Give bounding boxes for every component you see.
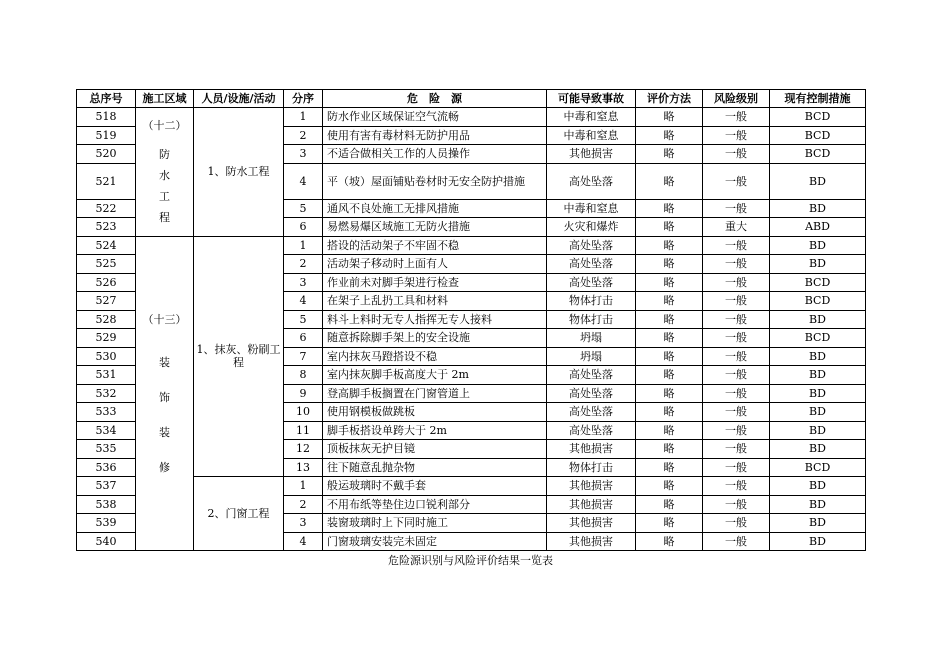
serial-no-cell: 523 bbox=[77, 218, 136, 237]
table-row bbox=[77, 477, 866, 496]
sub-seq-cell: 9 bbox=[284, 384, 323, 403]
sub-seq-cell: 7 bbox=[284, 347, 323, 366]
sub-seq-cell: 1 bbox=[284, 108, 323, 127]
serial-no-cell: 529 bbox=[77, 329, 136, 348]
control-cell: BD bbox=[770, 514, 866, 533]
control-cell: BD bbox=[770, 440, 866, 459]
sub-seq-cell: 11 bbox=[284, 421, 323, 440]
risk-level-cell: 一般 bbox=[703, 273, 770, 292]
sub-seq-cell: 5 bbox=[284, 310, 323, 329]
serial-no-cell: 538 bbox=[77, 495, 136, 514]
serial-no-cell: 531 bbox=[77, 366, 136, 385]
hazard-cell: 料斗上料时无专人指挥无专人接料 bbox=[323, 310, 547, 329]
hazard-cell: 防水作业区域保证空气流畅 bbox=[323, 108, 547, 127]
control-cell: BD bbox=[770, 421, 866, 440]
hazard-cell: 在架子上乱扔工具和材料 bbox=[323, 292, 547, 311]
serial-no-cell: 537 bbox=[77, 477, 136, 496]
accident-cell: 高处坠落 bbox=[547, 273, 636, 292]
serial-no-cell: 522 bbox=[77, 199, 136, 218]
sub-seq-cell: 3 bbox=[284, 145, 323, 164]
sub-seq-cell: 2 bbox=[284, 255, 323, 274]
area-name-char: 工 bbox=[159, 190, 170, 204]
control-cell: BD bbox=[770, 532, 866, 551]
serial-no-cell: 539 bbox=[77, 514, 136, 533]
sub-seq-cell: 4 bbox=[284, 163, 323, 199]
activity-cell: 1、防水工程 bbox=[194, 108, 284, 237]
serial-no-cell: 527 bbox=[77, 292, 136, 311]
area-name-char: 修 bbox=[159, 460, 170, 474]
sub-seq-cell: 5 bbox=[284, 199, 323, 218]
hazard-cell: 往下随意乱抛杂物 bbox=[323, 458, 547, 477]
method-cell: 略 bbox=[636, 514, 703, 533]
accident-cell: 高处坠落 bbox=[547, 366, 636, 385]
accident-cell: 中毒和窒息 bbox=[547, 199, 636, 218]
serial-no-cell: 534 bbox=[77, 421, 136, 440]
risk-level-cell: 一般 bbox=[703, 458, 770, 477]
hazard-cell: 门窗玻璃安装完未固定 bbox=[323, 532, 547, 551]
risk-level-cell: 重大 bbox=[703, 218, 770, 237]
method-cell: 略 bbox=[636, 310, 703, 329]
hazard-cell: 搭设的活动架子不牢固不稳 bbox=[323, 236, 547, 255]
method-cell: 略 bbox=[636, 255, 703, 274]
area-name-char: 程 bbox=[159, 211, 170, 225]
control-cell: ABD bbox=[770, 218, 866, 237]
control-cell: BCD bbox=[770, 329, 866, 348]
risk-level-cell: 一般 bbox=[703, 347, 770, 366]
risk-level-cell: 一般 bbox=[703, 255, 770, 274]
hazard-cell: 不用布纸等垫住边口锐利部分 bbox=[323, 495, 547, 514]
method-cell: 略 bbox=[636, 403, 703, 422]
risk-level-cell: 一般 bbox=[703, 532, 770, 551]
serial-no-cell: 521 bbox=[77, 163, 136, 199]
risk-level-cell: 一般 bbox=[703, 126, 770, 145]
sub-seq-cell: 2 bbox=[284, 126, 323, 145]
sub-seq-cell: 3 bbox=[284, 514, 323, 533]
accident-cell: 坍塌 bbox=[547, 347, 636, 366]
sub-seq-cell: 12 bbox=[284, 440, 323, 459]
hazard-cell: 使用有害有毒材料无防护用品 bbox=[323, 126, 547, 145]
control-cell: BD bbox=[770, 236, 866, 255]
risk-level-cell: 一般 bbox=[703, 514, 770, 533]
accident-cell: 物体打击 bbox=[547, 292, 636, 311]
risk-level-cell: 一般 bbox=[703, 329, 770, 348]
accident-cell: 高处坠落 bbox=[547, 163, 636, 199]
area-name-char: 装 bbox=[159, 425, 170, 439]
sub-seq-cell: 4 bbox=[284, 292, 323, 311]
serial-no-cell: 540 bbox=[77, 532, 136, 551]
hazard-table-container bbox=[76, 89, 865, 551]
header-cell: 人员/设施/活动 bbox=[194, 90, 284, 108]
header-cell: 施工区域 bbox=[136, 90, 194, 108]
control-cell: BCD bbox=[770, 292, 866, 311]
accident-cell: 其他损害 bbox=[547, 495, 636, 514]
serial-no-cell: 524 bbox=[77, 236, 136, 255]
risk-level-cell: 一般 bbox=[703, 403, 770, 422]
control-cell: BD bbox=[770, 163, 866, 199]
risk-level-cell: 一般 bbox=[703, 366, 770, 385]
control-cell: BD bbox=[770, 199, 866, 218]
sub-seq-cell: 13 bbox=[284, 458, 323, 477]
hazard-cell: 平（坡）屋面铺贴卷材时无安全防护措施 bbox=[323, 163, 547, 199]
serial-no-cell: 530 bbox=[77, 347, 136, 366]
construction-area-cell bbox=[136, 236, 194, 551]
accident-cell: 高处坠落 bbox=[547, 403, 636, 422]
header-cell: 风险级别 bbox=[703, 90, 770, 108]
hazard-cell: 般运玻璃时不戴手套 bbox=[323, 477, 547, 496]
table-row bbox=[77, 236, 866, 255]
risk-level-cell: 一般 bbox=[703, 292, 770, 311]
accident-cell: 物体打击 bbox=[547, 458, 636, 477]
method-cell: 略 bbox=[636, 329, 703, 348]
control-cell: BCD bbox=[770, 126, 866, 145]
sub-seq-cell: 6 bbox=[284, 218, 323, 237]
accident-cell: 高处坠落 bbox=[547, 236, 636, 255]
area-name-char: 水 bbox=[159, 169, 170, 183]
sub-seq-cell: 4 bbox=[284, 532, 323, 551]
serial-no-cell: 526 bbox=[77, 273, 136, 292]
method-cell: 略 bbox=[636, 273, 703, 292]
accident-cell: 其他损害 bbox=[547, 532, 636, 551]
serial-no-cell: 520 bbox=[77, 145, 136, 164]
serial-no-cell: 535 bbox=[77, 440, 136, 459]
control-cell: BD bbox=[770, 477, 866, 496]
hazard-table bbox=[76, 89, 866, 551]
accident-cell: 其他损害 bbox=[547, 145, 636, 164]
risk-level-cell: 一般 bbox=[703, 236, 770, 255]
risk-level-cell: 一般 bbox=[703, 310, 770, 329]
area-number: （十三） bbox=[142, 312, 187, 326]
method-cell: 略 bbox=[636, 199, 703, 218]
method-cell: 略 bbox=[636, 477, 703, 496]
method-cell: 略 bbox=[636, 384, 703, 403]
risk-level-cell: 一般 bbox=[703, 421, 770, 440]
table-body bbox=[77, 108, 866, 551]
hazard-cell: 易燃易爆区域施工无防火措施 bbox=[323, 218, 547, 237]
accident-cell: 物体打击 bbox=[547, 310, 636, 329]
serial-no-cell: 533 bbox=[77, 403, 136, 422]
risk-level-cell: 一般 bbox=[703, 477, 770, 496]
control-cell: BD bbox=[770, 347, 866, 366]
table-header-row bbox=[77, 90, 866, 108]
sub-seq-cell: 8 bbox=[284, 366, 323, 385]
risk-level-cell: 一般 bbox=[703, 384, 770, 403]
hazard-cell: 登高脚手板搁置在门窗管道上 bbox=[323, 384, 547, 403]
risk-level-cell: 一般 bbox=[703, 145, 770, 164]
area-name-char: 装 bbox=[159, 355, 170, 369]
sub-seq-cell: 6 bbox=[284, 329, 323, 348]
method-cell: 略 bbox=[636, 532, 703, 551]
hazard-cell: 作业前未对脚手架进行检查 bbox=[323, 273, 547, 292]
method-cell: 略 bbox=[636, 292, 703, 311]
header-cell: 现有控制措施 bbox=[770, 90, 866, 108]
method-cell: 略 bbox=[636, 126, 703, 145]
header-cell: 总序号 bbox=[77, 90, 136, 108]
area-number: （十二） bbox=[142, 119, 187, 133]
accident-cell: 高处坠落 bbox=[547, 255, 636, 274]
control-cell: BD bbox=[770, 366, 866, 385]
accident-cell: 中毒和窒息 bbox=[547, 126, 636, 145]
accident-cell: 其他损害 bbox=[547, 440, 636, 459]
control-cell: BD bbox=[770, 384, 866, 403]
table-caption: 危险源识别与风险评价结果一览表 bbox=[388, 554, 553, 567]
serial-no-cell: 532 bbox=[77, 384, 136, 403]
area-name-char: 防 bbox=[159, 148, 170, 162]
sub-seq-cell: 2 bbox=[284, 495, 323, 514]
sub-seq-cell: 1 bbox=[284, 477, 323, 496]
header-cell: 可能导致事故 bbox=[547, 90, 636, 108]
hazard-cell: 脚手板搭设单跨大于 2m bbox=[323, 421, 547, 440]
activity-cell: 2、门窗工程 bbox=[194, 477, 284, 551]
control-cell: BCD bbox=[770, 145, 866, 164]
method-cell: 略 bbox=[636, 108, 703, 127]
accident-cell: 其他损害 bbox=[547, 477, 636, 496]
activity-cell: 1、抹灰、粉刷工程 bbox=[194, 236, 284, 477]
area-name-char: 饰 bbox=[159, 390, 170, 404]
method-cell: 略 bbox=[636, 163, 703, 199]
control-cell: BCD bbox=[770, 273, 866, 292]
control-cell: BD bbox=[770, 310, 866, 329]
method-cell: 略 bbox=[636, 236, 703, 255]
sub-seq-cell: 3 bbox=[284, 273, 323, 292]
method-cell: 略 bbox=[636, 440, 703, 459]
method-cell: 略 bbox=[636, 347, 703, 366]
hazard-cell: 不适合做相关工作的人员操作 bbox=[323, 145, 547, 164]
table-row bbox=[77, 108, 866, 127]
header-cell: 分序 bbox=[284, 90, 323, 108]
hazard-cell: 随意拆除脚手架上的安全设施 bbox=[323, 329, 547, 348]
method-cell: 略 bbox=[636, 145, 703, 164]
control-cell: BD bbox=[770, 403, 866, 422]
control-cell: BD bbox=[770, 495, 866, 514]
method-cell: 略 bbox=[636, 421, 703, 440]
accident-cell: 坍塌 bbox=[547, 329, 636, 348]
control-cell: BD bbox=[770, 255, 866, 274]
serial-no-cell: 518 bbox=[77, 108, 136, 127]
serial-no-cell: 528 bbox=[77, 310, 136, 329]
hazard-cell: 活动架子移动时上面有人 bbox=[323, 255, 547, 274]
risk-level-cell: 一般 bbox=[703, 163, 770, 199]
accident-cell: 高处坠落 bbox=[547, 384, 636, 403]
risk-level-cell: 一般 bbox=[703, 108, 770, 127]
method-cell: 略 bbox=[636, 218, 703, 237]
serial-no-cell: 525 bbox=[77, 255, 136, 274]
accident-cell: 其他损害 bbox=[547, 514, 636, 533]
header-cell: 评价方法 bbox=[636, 90, 703, 108]
serial-no-cell: 536 bbox=[77, 458, 136, 477]
hazard-cell: 通风不良处施工无排风措施 bbox=[323, 199, 547, 218]
risk-level-cell: 一般 bbox=[703, 199, 770, 218]
construction-area-cell bbox=[136, 108, 194, 237]
risk-level-cell: 一般 bbox=[703, 440, 770, 459]
hazard-cell: 室内抹灰马蹬搭设不稳 bbox=[323, 347, 547, 366]
hazard-cell: 室内抹灰脚手板高度大于 2m bbox=[323, 366, 547, 385]
hazard-cell: 顶板抹灰无护目镜 bbox=[323, 440, 547, 459]
hazard-cell: 使用钢模板做跳板 bbox=[323, 403, 547, 422]
sub-seq-cell: 1 bbox=[284, 236, 323, 255]
control-cell: BCD bbox=[770, 108, 866, 127]
header-cell: 危 险 源 bbox=[323, 90, 547, 108]
accident-cell: 火灾和爆炸 bbox=[547, 218, 636, 237]
serial-no-cell: 519 bbox=[77, 126, 136, 145]
method-cell: 略 bbox=[636, 495, 703, 514]
sub-seq-cell: 10 bbox=[284, 403, 323, 422]
hazard-cell: 装窗玻璃时上下同时施工 bbox=[323, 514, 547, 533]
method-cell: 略 bbox=[636, 366, 703, 385]
control-cell: BCD bbox=[770, 458, 866, 477]
method-cell: 略 bbox=[636, 458, 703, 477]
risk-level-cell: 一般 bbox=[703, 495, 770, 514]
accident-cell: 中毒和窒息 bbox=[547, 108, 636, 127]
accident-cell: 高处坠落 bbox=[547, 421, 636, 440]
